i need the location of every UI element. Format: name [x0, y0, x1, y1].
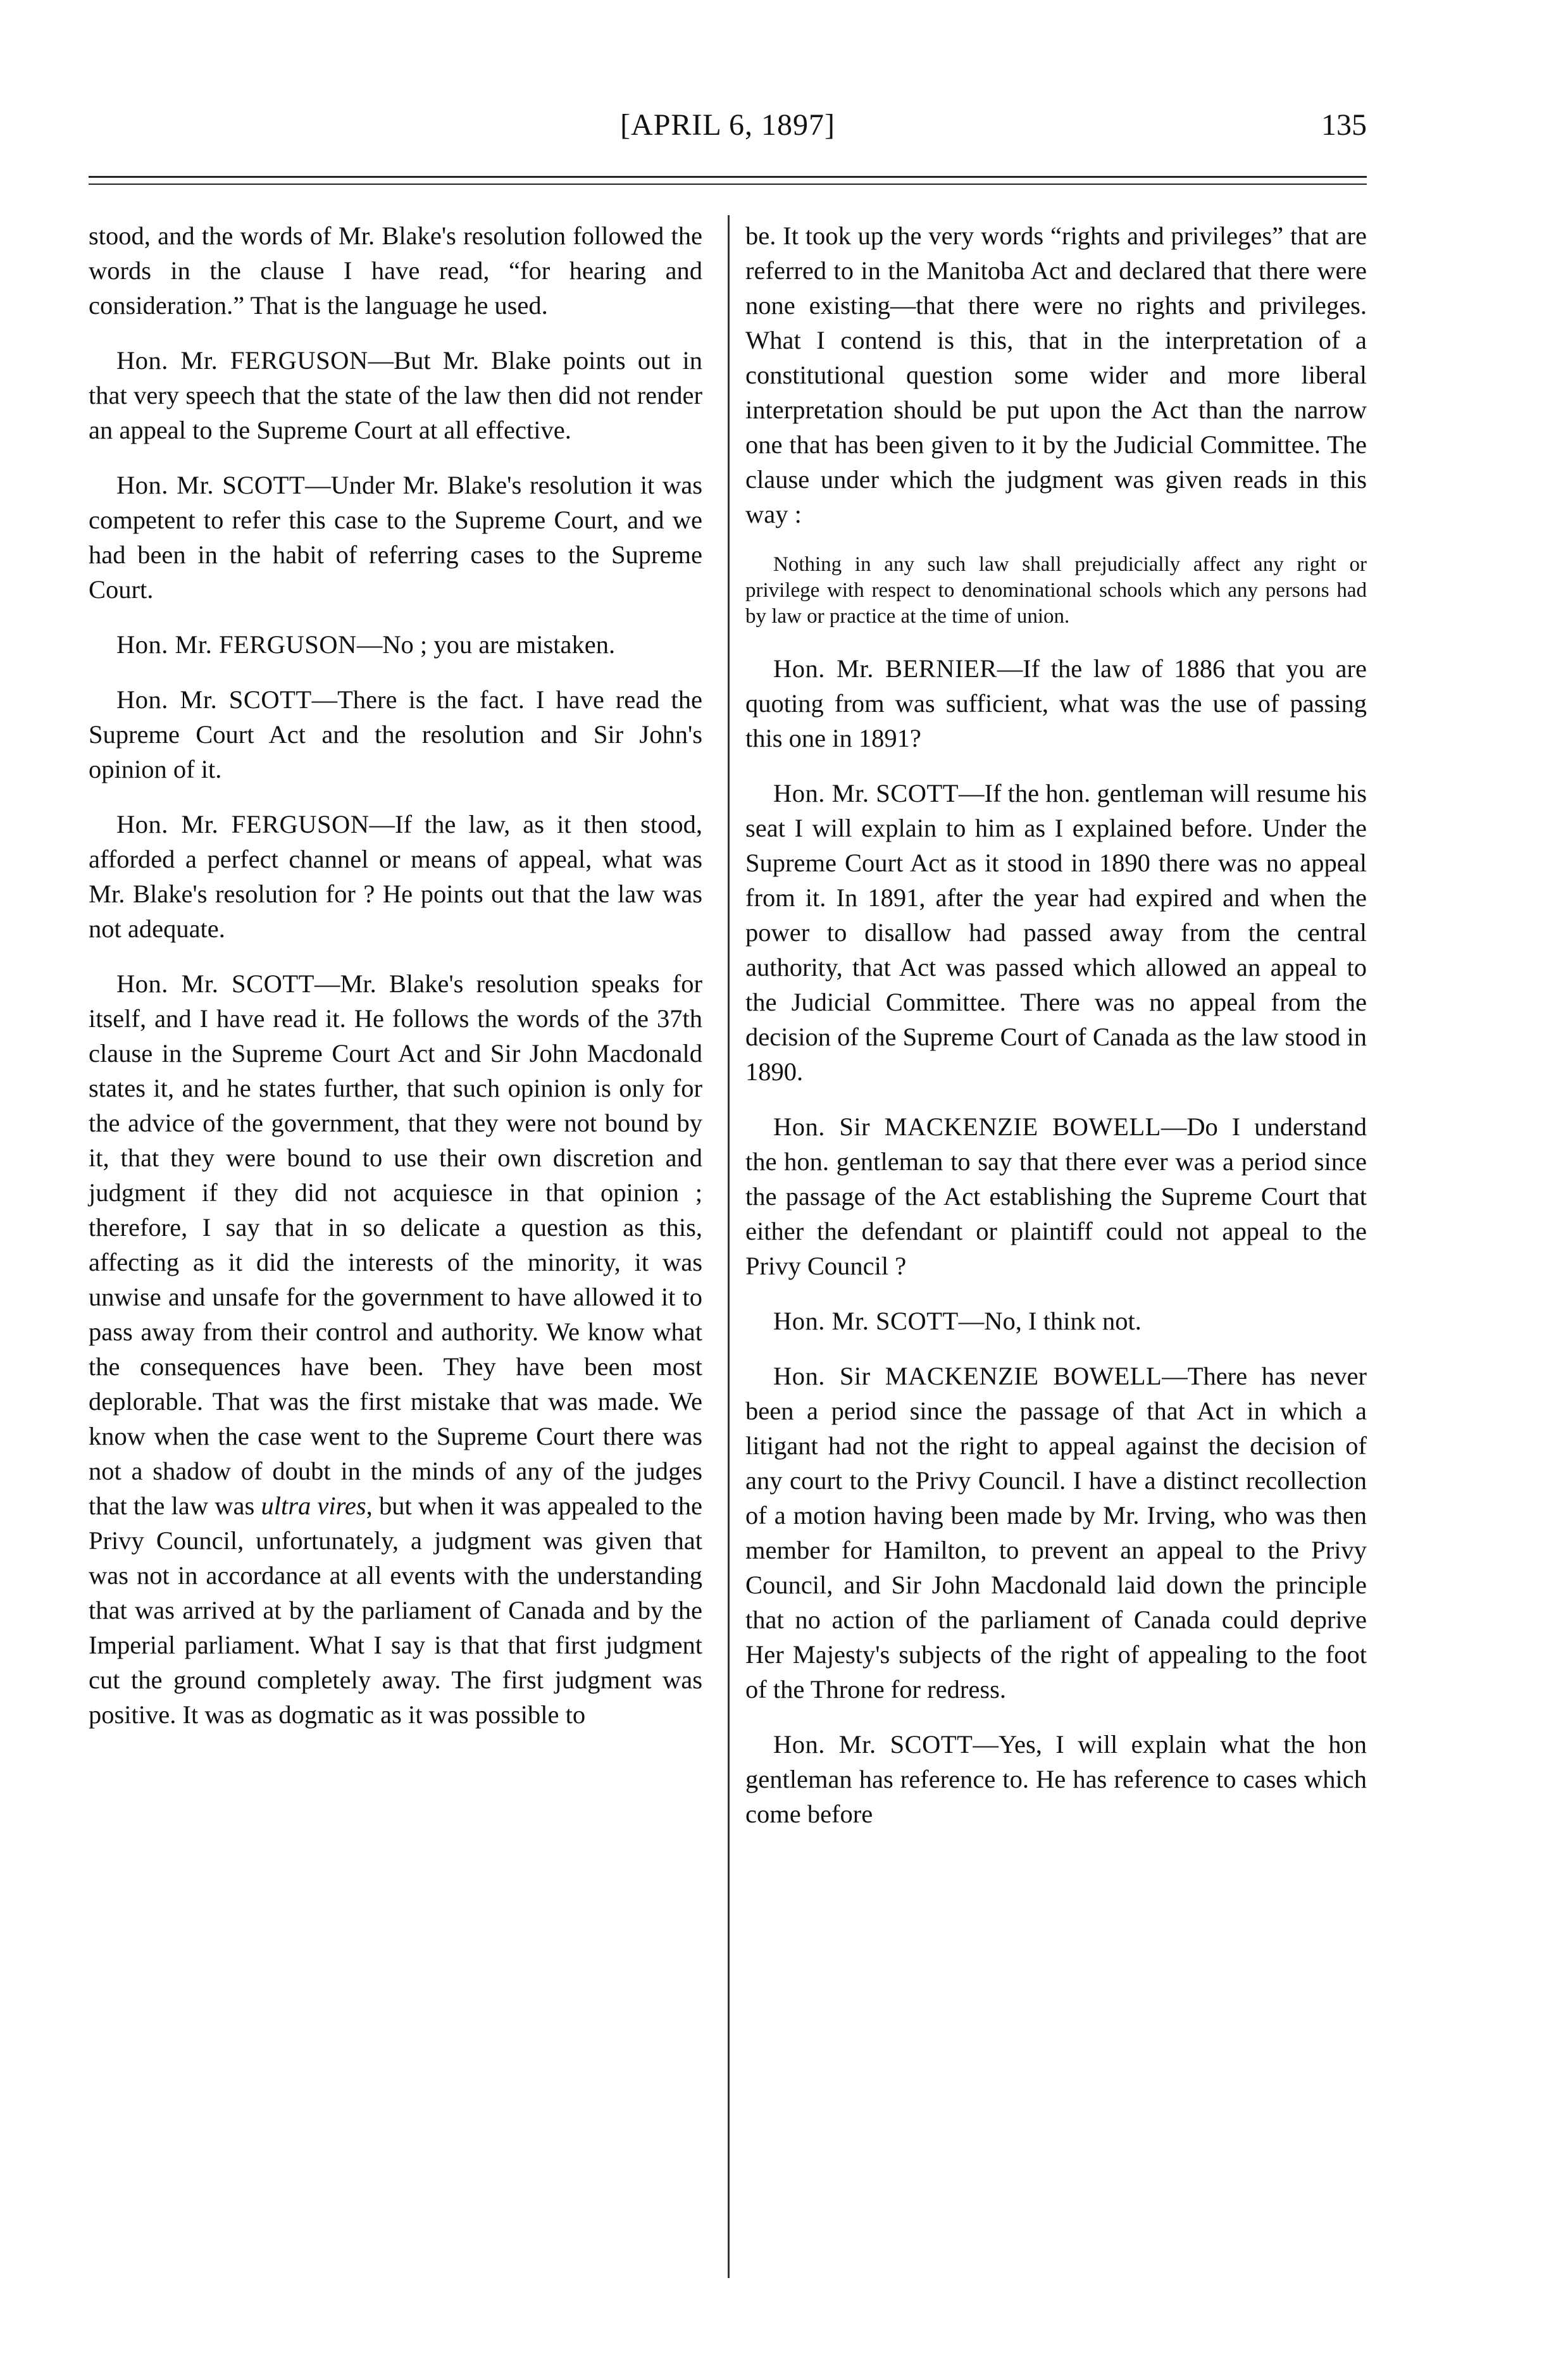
- em-dash: —: [368, 346, 394, 375]
- header-date: [APRIL 6, 1897]: [620, 108, 835, 142]
- speech-text: If the law, as it then stood, afforded a perfect channel or means of appeal, what was Mr. Blake's resolution for ? He points out that the law was not adequate.: [89, 810, 702, 943]
- speech-paragraph: [89, 966, 702, 1732]
- left-column: [89, 218, 702, 1752]
- speech-paragraph: [89, 627, 702, 662]
- em-dash: —: [369, 810, 395, 838]
- paragraph: [745, 218, 1367, 532]
- speaker-name: Hon. Mr. FERGUSON: [116, 346, 368, 375]
- speaker-name: Hon. Mr. BERNIER: [773, 654, 997, 683]
- speaker-name: Hon. Mr. SCOTT: [773, 1730, 973, 1759]
- speech-text: But Mr. Blake points out in that very speech that the state of the law then did not render an appeal to the Supreme Court at all effective.: [89, 346, 702, 444]
- italic-term: ultra vires: [261, 1491, 366, 1520]
- speech-paragraph: [745, 1727, 1367, 1831]
- speaker-name: Hon. Sir MACKENZIE BOWELL: [773, 1112, 1161, 1141]
- speech-paragraph: [89, 343, 702, 447]
- header-rule-bottom: [89, 184, 1367, 185]
- speech-text: No ; you are mistaken.: [382, 630, 616, 659]
- em-dash: —: [958, 1307, 985, 1335]
- block-quote: [745, 552, 1367, 630]
- em-dash: —: [1160, 1112, 1187, 1141]
- column-divider: [728, 215, 730, 2278]
- speech-text-continued: , but when it was appealed to the Privy Council, unfortunately, a judgment was given that was not in accordance at all events with the understanding that was arrived at by the parliament of Canada and by the Imperial parliament. What I say is that that first judgment cut the ground completely away. The first judgment was positive. It was as dogmatic as it was possible to: [89, 1491, 702, 1729]
- speech-paragraph: [745, 651, 1367, 756]
- paragraph-text: stood, and the words of Mr. Blake's resolution followed the words in the clause I have read, “for hearing and consideration.” That is the language he used.: [89, 221, 702, 320]
- em-dash: —: [305, 471, 331, 499]
- em-dash: —: [314, 969, 340, 998]
- speech-text: Mr. Blake's resolution speaks for itself, and I have read it. He follows the words of the 37th clause in the Supreme Court Act and Sir John Macdonald states it, and he states further, that such opinion is only for the advice of the government, that they were not bound by it, that they were bound to use their own discretion and judgment if they did not acquiesce in that opinion ; therefore, I say that in so delicate a question as this, affecting as it did the interests of the minority, it was unwise and unsafe for the government to have allowed it to pass away from their control and authority. We know what the consequences have been. They have been most deplorable. That was the first mistake that was made. We know when the case went to the Supreme Court there was not a shadow of doubt in the minds of any of the judges that the law was: [89, 969, 703, 1520]
- speaker-name: Hon. Mr. FERGUSON: [116, 810, 370, 838]
- speech-paragraph: [89, 807, 702, 946]
- speaker-name: Hon. Mr. SCOTT: [773, 779, 959, 807]
- speaker-name: Hon. Mr. SCOTT: [116, 969, 314, 998]
- speech-text: There has never been a period since the passage of that Act in which a litigant had not the right to appeal against the decision of any court to the Privy Council. I have a distinct recollection of a motion having been made by Mr. Irving, who was then member for Hamilton, to prevent an appeal to the Privy Council, and Sir John Macdonald laid down the principle that no action of the parliament of Canada could deprive Her Majesty's subjects of the right of appealing to the foot of the Throne for redress.: [745, 1362, 1367, 1703]
- speaker-name: Hon. Mr. SCOTT: [773, 1307, 959, 1335]
- right-column: [745, 218, 1367, 1852]
- speech-text: Under Mr. Blake's resolution it was competent to refer this case to the Supreme Court, and we had been in the habit of referring cases to the Supreme Court.: [89, 471, 702, 604]
- speech-text: No, I think not.: [984, 1307, 1142, 1335]
- speech-text: If the law of 1886 that you are quoting from was sufficient, what was the use of passing this one in 1891?: [745, 654, 1367, 752]
- speech-paragraph: [89, 468, 702, 607]
- speech-paragraph: [745, 1359, 1367, 1707]
- em-dash: —: [973, 1730, 999, 1759]
- quote-text: Nothing in any such law shall prejudicially affect any right or privilege with respect to denominational schools which any persons had by law or practice at the time of union.: [745, 553, 1367, 628]
- speaker-name: Hon. Mr. SCOTT: [116, 471, 306, 499]
- em-dash: —: [1162, 1362, 1188, 1390]
- speech-text: Do I understand the hon. gentleman to say that there ever was a period since the passage of the Act establishing the Supreme Court that either the defendant or plaintiff could not appeal to the Privy Council ?: [745, 1112, 1367, 1280]
- speech-text: Yes, I will explain what the hon gentleman has reference to. He has reference to cases which come before: [745, 1730, 1367, 1828]
- speaker-name: Hon. Mr. SCOTT: [116, 685, 312, 714]
- speech-paragraph: [745, 776, 1367, 1089]
- speech-paragraph: [745, 1304, 1367, 1338]
- speaker-name: Hon. Sir MACKENZIE BOWELL: [773, 1362, 1162, 1390]
- speaker-name: Hon. Mr. FERGUSON: [116, 630, 357, 659]
- em-dash: —: [958, 779, 985, 807]
- paragraph-text: be. It took up the very words “rights and privileges” that are referred to in the Manitoba Act and declared that there were none existing—that there were no rights and privileges. What I contend is this, that in the interpretation of a constitutional question some wider and more liberal interpretation should be put upon the Act than the narrow one that has been given to it by the Judicial Committee. The clause under which the judgment was given reads in this way :: [745, 221, 1367, 528]
- speech-paragraph: [89, 682, 702, 787]
- speech-paragraph: [745, 1109, 1367, 1283]
- em-dash: —: [997, 654, 1023, 683]
- page-header: [89, 108, 1367, 152]
- page-number: 135: [1321, 108, 1367, 142]
- em-dash: —: [311, 685, 338, 714]
- header-rule-top: [89, 176, 1367, 178]
- speech-text: There is the fact. I have read the Supreme Court Act and the resolution and Sir John's opinion of it.: [89, 685, 702, 783]
- em-dash: —: [356, 630, 383, 659]
- speech-text: If the hon. gentleman will resume his seat I will explain to him as I explained before. Under the Supreme Court Act as it stood in 1890 there was no appeal from it. In 1891, after the year had expired and when the power to disallow had passed away from the central authority, that Act was passed which allowed an appeal to the Judicial Committee. There was no appeal from the decision of the Supreme Court of Canada as the law stood in 1890.: [745, 779, 1367, 1086]
- paragraph: [89, 218, 702, 323]
